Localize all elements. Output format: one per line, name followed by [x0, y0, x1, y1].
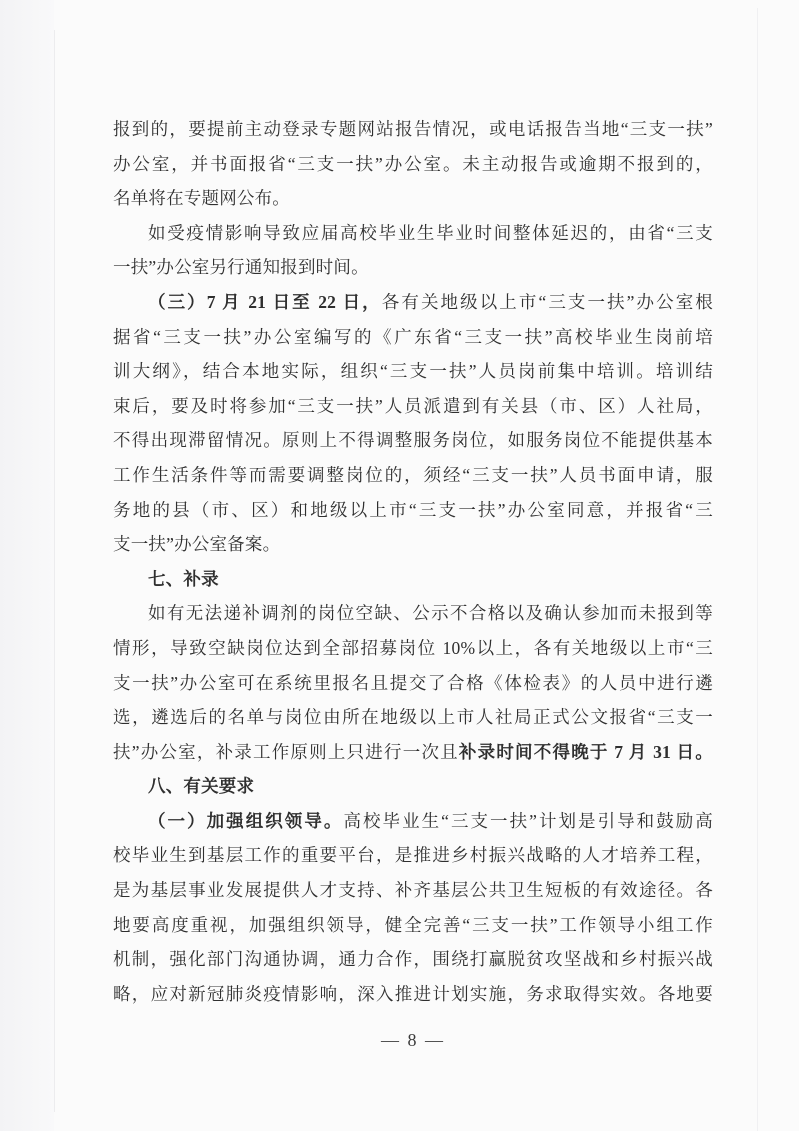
- text-segment: 校毕业生到基层工作的重要平台，是推进乡村振兴战略的人才培养工程，: [113, 845, 713, 866]
- text-line: [113, 250, 713, 285]
- text-segment: 高校毕业生“三支一扶”计划是引导和鼓励高: [343, 810, 713, 831]
- text-line: [113, 700, 713, 735]
- text-line: [113, 735, 713, 770]
- text-segment: 支一扶”办公室可在系统里报名且提交了合格《体检表》的人员中进行遴: [113, 672, 713, 693]
- document-body: [113, 112, 713, 1011]
- text-line: [113, 596, 713, 631]
- text-line: [113, 216, 713, 251]
- text-segment: 报到的，要提前主动登录专题网站报告情况，或电话报告当地“三支一扶”: [113, 119, 713, 139]
- text-line: [113, 389, 713, 424]
- text-segment: 各有关地级以上市“三支一扶”办公室根: [381, 291, 713, 312]
- heading-text: 七、补录: [148, 568, 219, 589]
- text-line: [113, 112, 713, 147]
- text-segment: 机制，强化部门沟通协调，通力合作，围绕打赢脱贫攻坚战和乡村振兴战: [113, 949, 713, 970]
- item-1-lead-label: （一）加强组织领导。: [148, 810, 344, 831]
- text-segment: 情形，导致空缺岗位达到全部招募岗位 10%以上，各有关地级以上市“三: [113, 637, 713, 658]
- text-line: [113, 320, 713, 355]
- text-segment: 如有无法递补调剂的岗位空缺、公示不合格以及确认参加而未报到等: [148, 603, 713, 624]
- text-segment: 如受疫情影响导致应届高校毕业生毕业时间整体延迟的，由省“三支: [148, 222, 713, 243]
- text-segment: 据省“三支一扶”办公室编写的《广东省“三支一扶”高校毕业生岗前培: [113, 326, 713, 347]
- heading-text: 八、有关要求: [148, 776, 255, 797]
- text-line: [113, 423, 713, 458]
- text-line: [113, 493, 713, 528]
- text-line: [113, 666, 713, 701]
- text-line: [113, 908, 713, 943]
- text-segment: 束后，要及时将参加“三支一扶”人员派遣到有关县（市、区）人社局，: [113, 395, 713, 416]
- text-segment: 务地的县（市、区）和地级以上市“三支一扶”办公室同意，并报省“三: [113, 499, 713, 520]
- text-line: [113, 631, 713, 666]
- text-line-item-1-start: [113, 804, 713, 839]
- text-line: [113, 838, 713, 873]
- text-segment: 地要高度重视，加强组织领导，健全完善“三支一扶”工作领导小组工作: [113, 914, 713, 935]
- text-segment: 支一扶”办公室备案。: [113, 534, 281, 555]
- text-line: [113, 181, 713, 216]
- text-segment: 工作生活条件等而需要调整岗位的，须经“三支一扶”人员书面申请，服: [113, 464, 713, 485]
- text-line: [113, 873, 713, 908]
- text-segment: 略，应对新冠肺炎疫情影响，深入推进计划实施，务求取得实效。各地要: [113, 983, 713, 1004]
- text-segment: 选，遴选后的名单与岗位由所在地级以上市人社局正式公文报省“三支一: [113, 707, 713, 728]
- text-segment: 训大纲》，结合本地实际，组织“三支一扶”人员岗前集中培训。培训结: [113, 361, 713, 382]
- text-segment: 一扶”办公室另行通知报到时间。: [113, 257, 369, 278]
- text-line-item-3-start: [113, 285, 713, 320]
- scan-line-right: [757, 8, 758, 1131]
- page-number: — 8 —: [381, 1030, 445, 1050]
- item-3-date-label: （三）7 月 21 日至 22 日，: [148, 291, 382, 312]
- text-segment: 扶”办公室，补录工作原则上只进行一次且: [113, 741, 459, 762]
- text-line: [113, 147, 713, 182]
- text-line: [113, 527, 713, 562]
- text-segment: 是为基层事业发展提供人才支持、补齐基层公共卫生短板的有效途径。各: [113, 880, 713, 901]
- text-line: [113, 977, 713, 1012]
- text-segment: 名单将在专题网公布。: [113, 188, 290, 209]
- deadline-emphasis: 补录时间不得晚于 7 月 31 日。: [458, 741, 713, 762]
- heading-section-7: [113, 562, 713, 597]
- text-line: [113, 354, 713, 389]
- scan-line-left: [54, 30, 55, 1112]
- page-footer: [113, 1030, 713, 1051]
- text-segment: 不得出现滞留情况。原则上不得调整服务岗位，如服务岗位不能提供基本: [113, 430, 713, 451]
- text-segment: 办公室，并书面报省“三支一扶”办公室。未主动报告或逾期不报到的，: [113, 153, 713, 174]
- heading-section-8: [113, 769, 713, 804]
- scan-edge-shade: [0, 0, 54, 1131]
- text-line: [113, 458, 713, 493]
- text-line: [113, 942, 713, 977]
